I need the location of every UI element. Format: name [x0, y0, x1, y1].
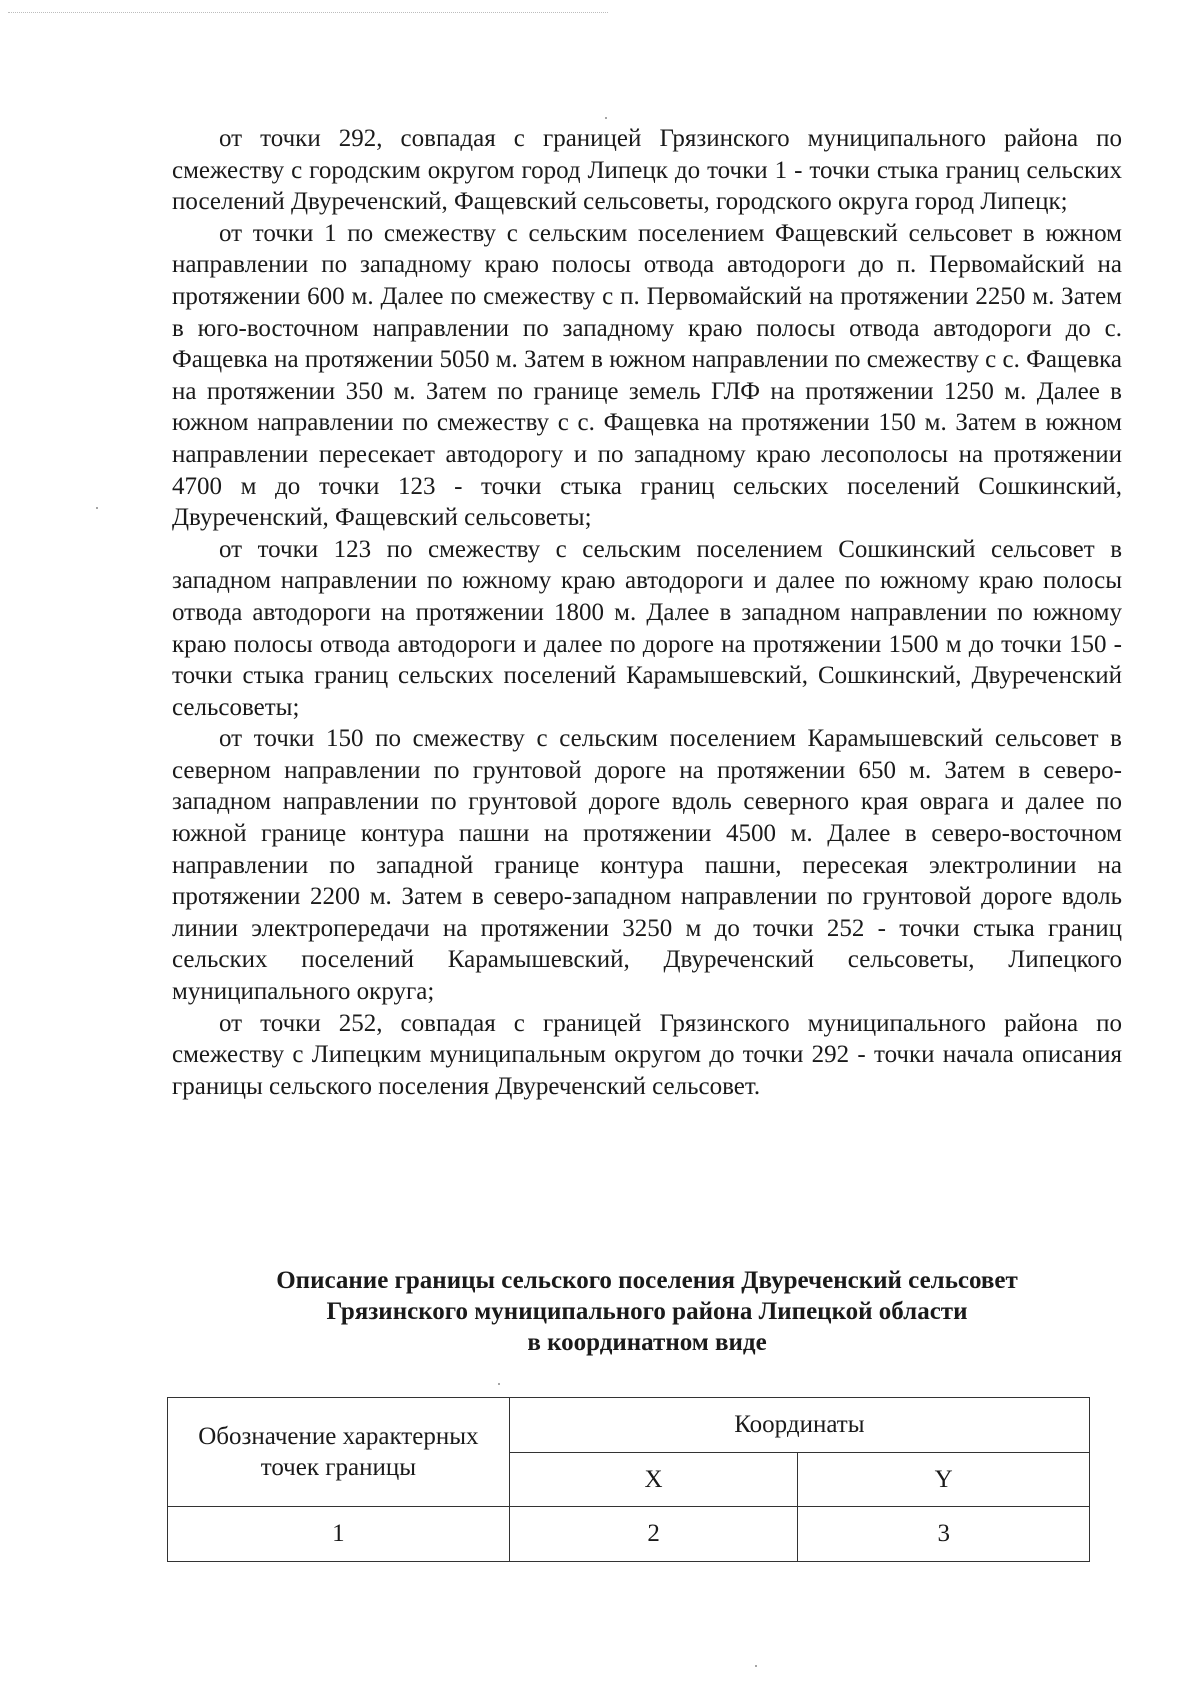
scan-speck — [605, 117, 607, 119]
boundary-description — [172, 123, 1122, 1102]
points-header-cell: Обозначение характерных точек границы — [168, 1398, 510, 1507]
heading-line-3: в координатном виде — [527, 1329, 767, 1356]
column-number-1: 1 — [168, 1507, 510, 1562]
coordinates-header-cell: Координаты — [509, 1398, 1089, 1453]
column-number-3: 3 — [798, 1507, 1090, 1562]
y-header-cell: Y — [798, 1453, 1090, 1507]
scan-speck — [498, 1383, 500, 1385]
column-number-2: 2 — [509, 1507, 798, 1562]
paragraph-point-123: от точки 123 по смежеству с сельским поселением Сошкинский сельсовет в западном направлении по южному краю автодороги и далее по южному краю полосы отвода автодороги на протяжении 1800 м. Далее в западном направлении по южному краю полосы отвода автодороги и далее по дороге на протяжении 1500 м до точки 150 - точки стыка границ сельских поселений Карамышевский, Сошкинский, Двуреченский сельсоветы; — [172, 535, 1122, 721]
paragraph-point-252: от точки 252, совпадая с границей Грязинского муниципального района по смежеству с Липецким муниципальным округом до точки 292 - точки начала описания границы сельского поселения Двуреченский сельсовет. — [172, 1009, 1122, 1100]
paragraph-point-1: от точки 1 по смежеству с сельским поселением Фащевский сельсовет в южном направлении по западному краю полосы отвода автодороги до п. Первомайский на протяжении 600 м. Далее по смежеству с п. Первомайский на протяжении 2250 м. Затем в юго-восточном направлении по западному краю полосы отвода автодороги до с. Фащевка на протяжении 5050 м. Затем в южном направлении по смежеству с с. Фащевка на протяжении 350 м. Затем по границе земель ГЛФ на протяжении 1250 м. Далее в южном направлении по смежеству с с. Фащевка на протяжении 150 м. Затем в южном направлении пересекает автодорогу и по западному краю лесополосы на протяжении 4700 м до точки 123 - точки стыка границ сельских поселений Сошкинский, Двуреченский, Фащевский сельсоветы; — [172, 219, 1122, 532]
scan-speck — [755, 1665, 757, 1667]
coordinates-table — [167, 1397, 1090, 1562]
section-heading — [172, 1265, 1122, 1358]
scan-edge-line — [8, 12, 608, 13]
table-row — [168, 1507, 1090, 1562]
paragraph-point-292: от точки 292, совпадая с границей Грязинского муниципального района по смежеству с городским округом город Липецк до точки 1 - точки стыка границ сельских поселений Двуреченский, Фащевский сельсоветы, городского округа город Липецк; — [172, 125, 1122, 216]
paragraph-point-150: от точки 150 по смежеству с сельским поселением Карамышевский сельсовет в северном направлении по грунтовой дороге на протяжении 650 м. Затем в северо-западном направлении по грунтовой дороге вдоль северного края оврага и далее по южной границе контура пашни на протяжении 4500 м. Далее в северо-восточном направлении по западной границе контура пашни, пересекая электролинии на протяжении 2200 м. Затем в северо-западном направлении по грунтовой дороге вдоль линии электропередачи на протяжении 3250 м до точки 252 - точки стыка границ сельских поселений Карамышевский, Двуреченский сельсоветы, Липецкого муниципального округа; — [172, 725, 1122, 1006]
scan-speck — [96, 507, 98, 509]
table-header-row — [168, 1398, 1090, 1453]
heading-line-2: Грязинского муниципального района Липецкой области — [326, 1298, 968, 1325]
heading-line-1: Описание границы сельского поселения Двуреченский сельсовет — [276, 1267, 1018, 1294]
x-header-cell: X — [509, 1453, 798, 1507]
